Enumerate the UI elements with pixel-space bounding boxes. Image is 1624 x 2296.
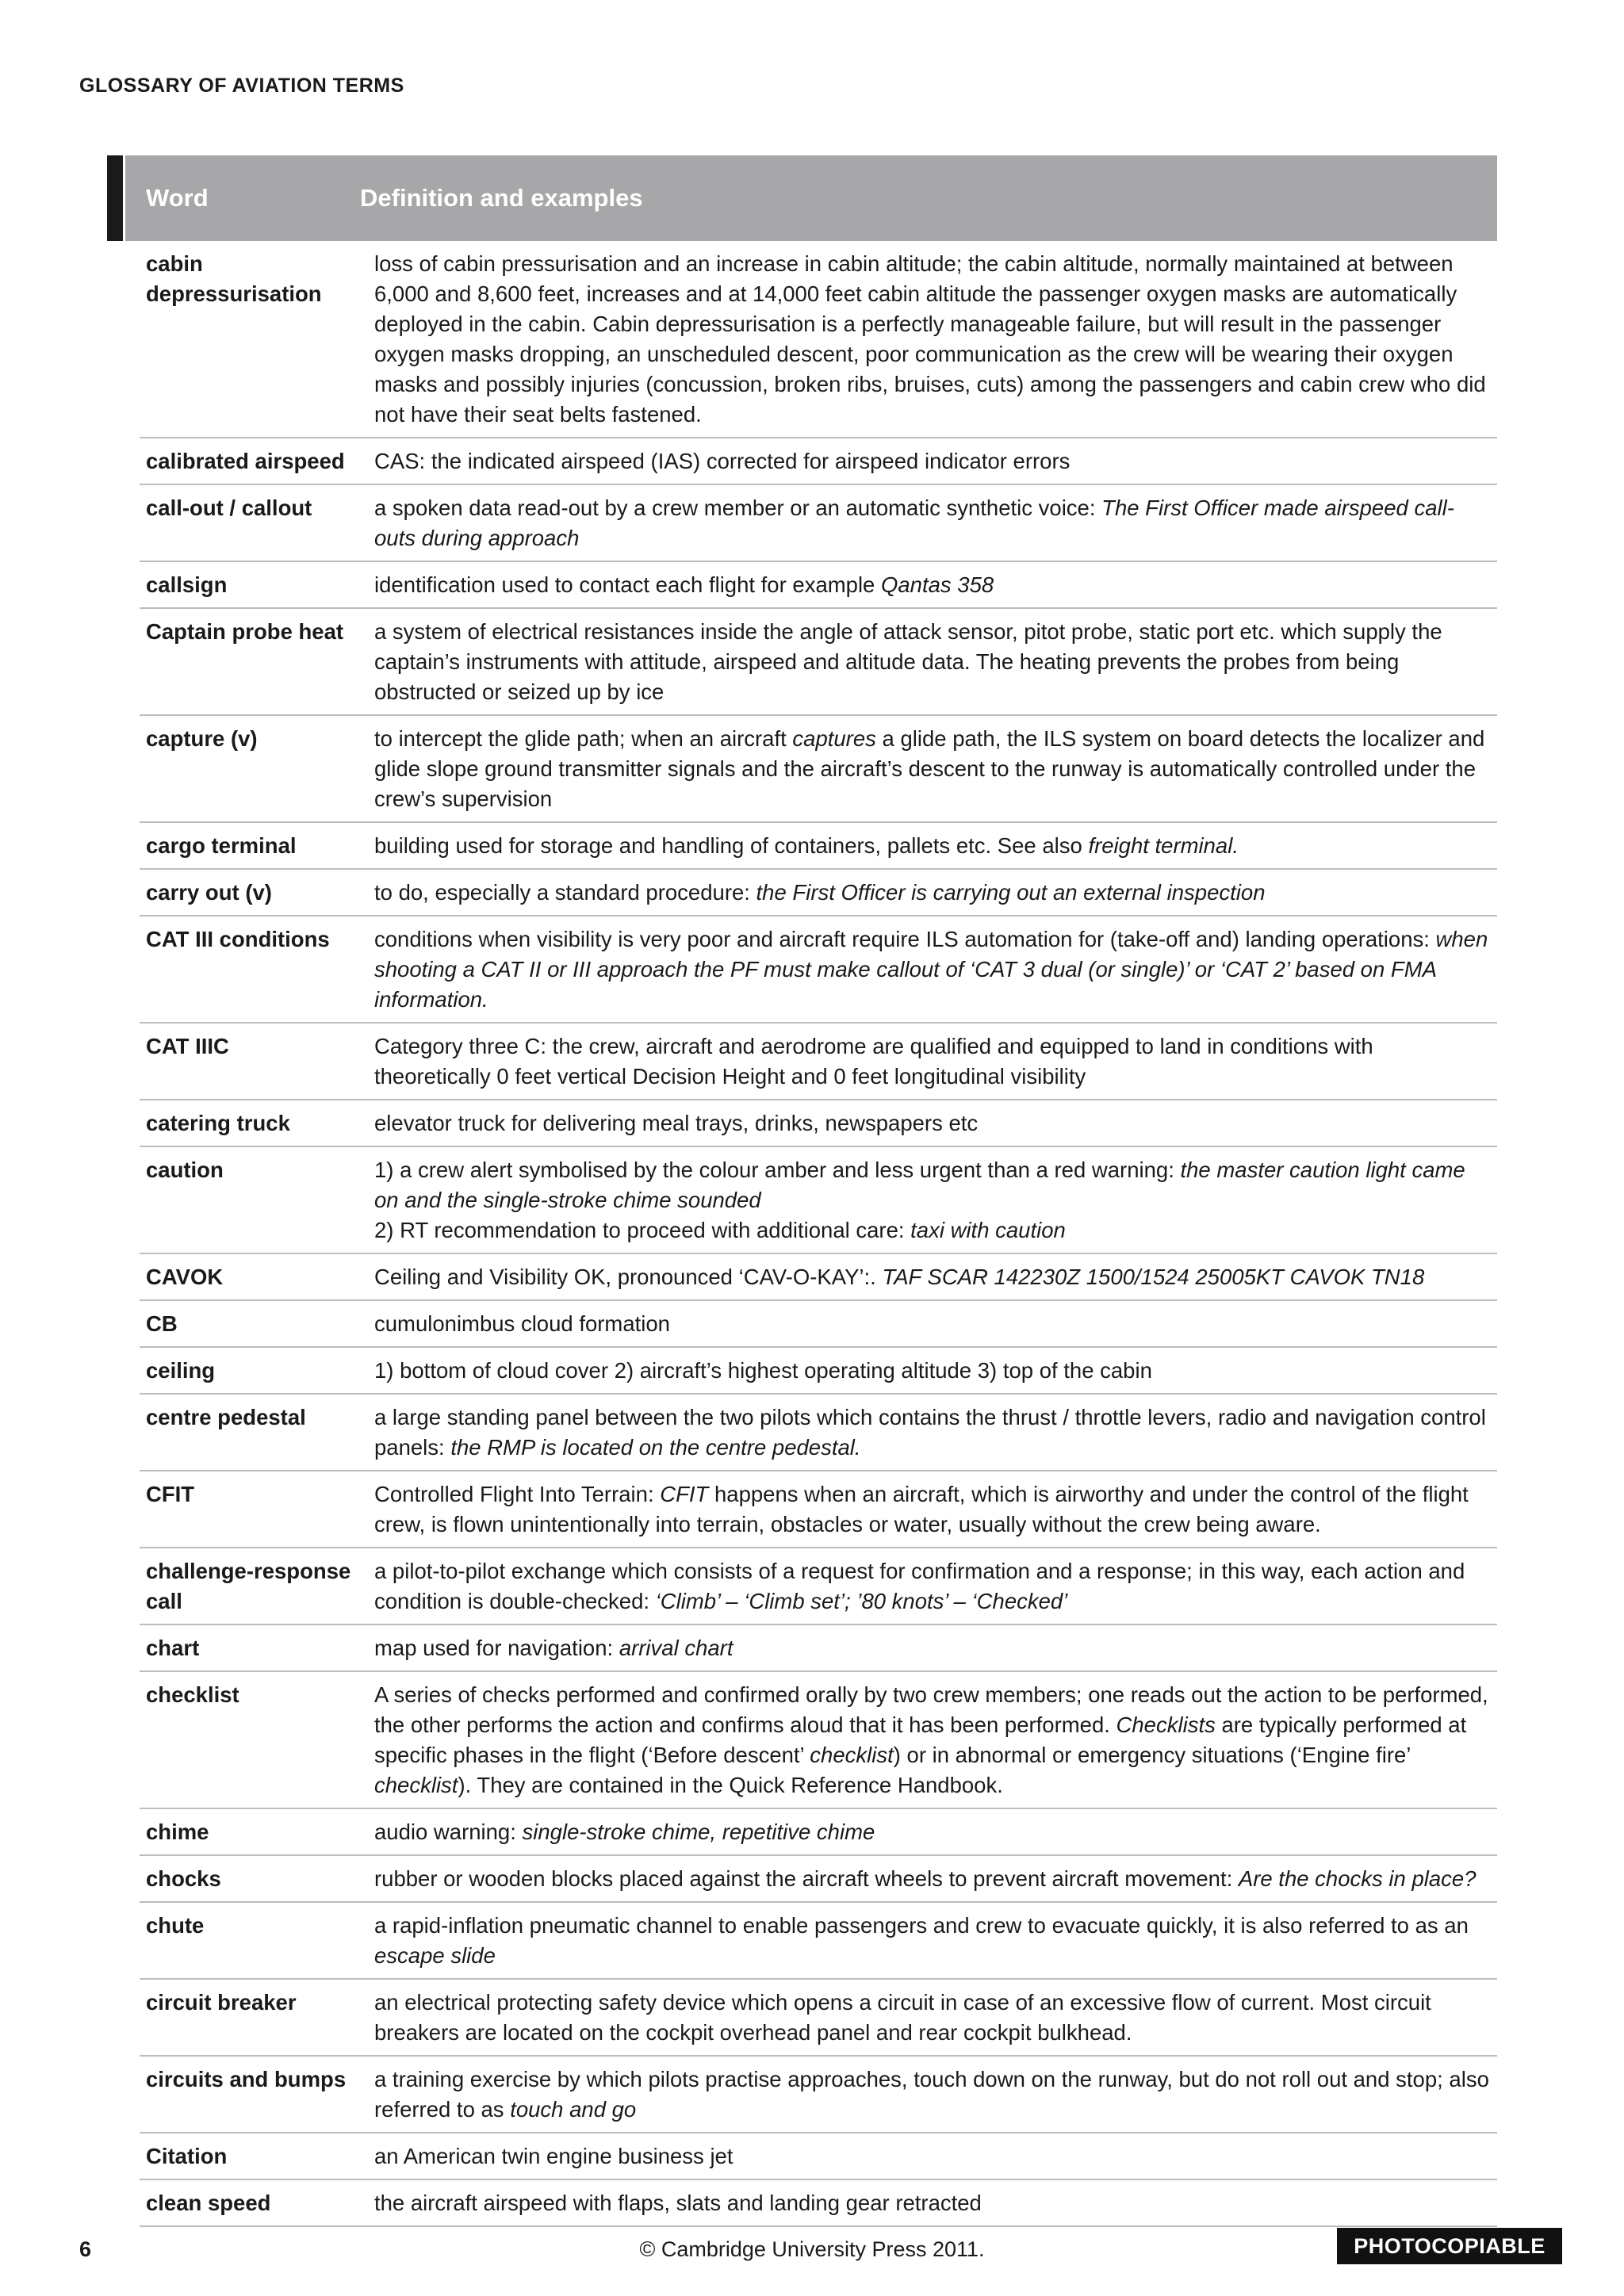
definition-example: Checklists [1116,1712,1216,1737]
glossary-definition [374,446,1497,476]
table-row [140,1903,1497,1980]
definition-example: taxi with caution [910,1218,1066,1242]
glossary-definition [374,1680,1497,1800]
glossary-definition [374,1556,1497,1617]
definition-text: happens when an aircraft, which is airworthy and under the control of the flight crew, is flown unintentionally into terrain, obstacles or water, usually without the crew being aware. [374,1482,1469,1536]
table-row [140,1147,1497,1254]
definition-text: map used for navigation: [374,1636,619,1660]
glossary-definition [374,878,1497,908]
definition-text: are typically performed at specific phases in the flight (‘Before descent’ [374,1712,1467,1767]
definition-example: the First Officer is carrying out an external inspection [756,880,1266,905]
table-row [140,1254,1497,1301]
page-title: GLOSSARY OF AVIATION TERMS [79,75,404,97]
table-row [140,1980,1497,2057]
table-row [140,2057,1497,2133]
definition-text: 2) RT recommendation to proceed with additional care: [374,1218,911,1242]
definition-text: 1) a crew alert symbolised by the colour amber and less urgent than a red warning: [374,1158,1181,1182]
definition-example: ‘Climb’ – ‘Climb set’; ’80 knots’ – ‘Checked’ [655,1589,1068,1613]
glossary-term: chocks [146,1866,221,1891]
glossary-term: capture (v) [146,726,258,751]
definition-example: escape slide [374,1943,496,1968]
table-row [140,1809,1497,1856]
glossary-definition [374,1031,1497,1092]
definition-text: identification used to contact each flight for example [374,572,881,597]
definition-text: rubber or wooden blocks placed against the aircraft wheels to prevent aircraft movement: [374,1866,1239,1891]
table-row [140,1395,1497,1471]
glossary-term: CB [146,1311,178,1336]
page-number: 6 [79,2237,92,2261]
definition-example: Are the chocks in place? [1238,1866,1477,1891]
table-row [140,438,1497,485]
glossary-definition [374,1633,1497,1663]
glossary-term: chart [146,1636,200,1660]
glossary-term: Captain probe heat [146,619,344,644]
glossary-term: cargo terminal [146,833,297,858]
definition-text: elevator truck for delivering meal trays, drinks, newspapers etc [374,1111,979,1135]
definition-text: cumulonimbus cloud formation [374,1311,670,1336]
table-row [140,485,1497,562]
definition-text: an electrical protecting safety device which opens a circuit in case of an excessive flow of current. Most circuit breakers are located on the cockpit overhead panel and rear cockpit bulkhead. [374,1990,1431,2045]
glossary-term: calibrated airspeed [146,449,345,473]
table-body [140,241,1497,2227]
table-row [140,1301,1497,1348]
table-row [140,1856,1497,1903]
table-row [140,241,1497,438]
glossary-definition [374,924,1497,1015]
glossary-definition [374,1479,1497,1540]
definition-example: single-stroke chime, repetitive chime [522,1820,875,1844]
glossary-definition [374,1402,1497,1463]
definition-example: Qantas 358 [881,572,994,597]
definition-example: freight terminal. [1088,833,1239,858]
table-row [140,870,1497,916]
definition-text: Category three C: the crew, aircraft and aerodrome are qualified and equipped to land in conditions with theoretically 0 feet vertical Decision Height and 0 feet longitudinal visibility [374,1034,1373,1089]
copyright-notice: © Cambridge University Press 2011. [639,2237,985,2261]
glossary-definition [374,1817,1497,1847]
definition-text: an American twin engine business jet [374,2144,733,2168]
glossary-term: circuit breaker [146,1990,297,2015]
glossary-table [125,155,1497,2227]
glossary-definition [374,2141,1497,2172]
definition-text: a spoken data read-out by a crew member or an automatic synthetic voice: [374,496,1102,520]
glossary-definition [374,570,1497,600]
glossary-definition [374,2064,1497,2125]
table-row [140,2133,1497,2180]
definition-example: the RMP is located on the centre pedestal. [450,1435,861,1460]
glossary-definition [374,249,1497,430]
table-row [140,823,1497,870]
glossary-definition [374,493,1497,553]
definition-text: Ceiling and Visibility OK, pronounced ‘CAV-O-KAY’:. [374,1265,883,1289]
glossary-definition [374,1864,1497,1894]
definition-example: touch and go [510,2097,637,2122]
definition-example: captures [792,726,876,751]
glossary-term: CAT III conditions [146,927,330,951]
definition-text: ). They are contained in the Quick Reference Handbook. [458,1773,1003,1797]
definition-text: CAS: the indicated airspeed (IAS) corrected for airspeed indicator errors [374,449,1071,473]
table-row [140,609,1497,716]
header-accent-bar [107,155,123,241]
table-row [140,1672,1497,1809]
table-row [140,562,1497,609]
glossary-term: caution [146,1158,224,1182]
table-row [140,1348,1497,1395]
glossary-definition [374,1155,1497,1246]
glossary-term: challenge-response call [146,1559,351,1613]
definition-text: loss of cabin pressurisation and an increase in cabin altitude; the cabin altitude, normally maintained at between 6,000 and 8,600 feet, increases and at 14,000 feet cabin altitude the passenger oxygen masks are automatically deployed in the cabin. Cabin depressurisation is a perfectly manageable failure, but will result in the passenger oxygen masks dropping, an unscheduled descent, poor communication as the crew will be wearing their oxygen masks and possibly injuries (concussion, broken ribs, bruises, cuts) among the passengers and cabin crew who did not have their seat belts fastened. [374,251,1486,427]
definition-text: a pilot-to-pilot exchange which consists of a request for confirmation and a response; in this way, each action and condition is double-checked: [374,1559,1465,1613]
definition-text: to intercept the glide path; when an aircraft [374,726,793,751]
glossary-term: CFIT [146,1482,195,1506]
table-header [125,155,1497,241]
table-row [140,916,1497,1024]
glossary-term: callsign [146,572,228,597]
glossary-definition [374,1262,1497,1292]
definition-text: 1) bottom of cloud cover 2) aircraft’s highest operating altitude 3) top of the cabin [374,1358,1152,1383]
glossary-term: CAT IIIC [146,1034,229,1058]
glossary-term: call-out / callout [146,496,312,520]
glossary-term: centre pedestal [146,1405,306,1429]
definition-example: TAF SCAR 142230Z 1500/1524 25005KT CAVOK TN18 [882,1265,1425,1289]
definition-example: CFIT [660,1482,709,1506]
definition-text: the aircraft airspeed with flaps, slats and landing gear retracted [374,2191,982,2215]
glossary-term: CAVOK [146,1265,224,1289]
column-header-word: Word [146,184,209,212]
definition-text: to do, especially a standard procedure: [374,880,756,905]
glossary-term: ceiling [146,1358,216,1383]
glossary-term: checklist [146,1682,239,1707]
glossary-definition [374,1911,1497,1971]
photocopiable-badge: PHOTOCOPIABLE [1337,2228,1562,2264]
definition-text: a glide path, the ILS system on board detects the localizer and glide slope ground transmitter signals and the aircraft’s descent to the runway is automatically controlled under the crew’s supervision [374,726,1485,811]
definition-example: the master caution light came on and the single-stroke chime sounded [374,1158,1465,1212]
definition-text: building used for storage and handling of containers, pallets etc. See also [374,833,1089,858]
glossary-term: carry out (v) [146,880,272,905]
glossary-term: clean speed [146,2191,271,2215]
definition-example: arrival chart [619,1636,733,1660]
glossary-term: circuits and bumps [146,2067,347,2091]
table-row [140,1024,1497,1100]
glossary-definition [374,1988,1497,2048]
table-row [140,1471,1497,1548]
definition-example: checklist [810,1743,894,1767]
glossary-definition [374,1108,1497,1138]
table-row [140,2180,1497,2227]
definition-text: audio warning: [374,1820,523,1844]
table-row [140,1625,1497,1672]
definition-text: a rapid-inflation pneumatic channel to enable passengers and crew to evacuate quickly, it is also referred to as an [374,1913,1469,1938]
glossary-term: cabin depressurisation [146,251,322,306]
definition-example: The First Officer made airspeed call-outs during approach [374,496,1454,550]
glossary-definition [374,1309,1497,1339]
glossary-definition [374,724,1497,814]
definition-text: ) or in abnormal or emergency situations (‘Engine fire’ [893,1743,1411,1767]
definition-example: checklist [374,1773,458,1797]
table-row [140,716,1497,823]
table-row [140,1548,1497,1625]
glossary-term: chute [146,1913,205,1938]
glossary-term: chime [146,1820,209,1844]
glossary-term: Citation [146,2144,228,2168]
definition-example: when shooting a CAT II or III approach the PF must make callout of ‘CAT 3 dual (or single)’ or ‘CAT 2’ based on FMA information. [374,927,1488,1012]
table-row [140,1100,1497,1147]
glossary-definition [374,2188,1497,2218]
glossary-definition [374,617,1497,707]
definition-text: conditions when visibility is very poor and aircraft require ILS automation for (take-off and) landing operations: [374,927,1436,951]
definition-text: a training exercise by which pilots practise approaches, touch down on the runway, but do not roll out and stop; also referred to as [374,2067,1489,2122]
definition-text: A series of checks performed and confirmed orally by two crew members; one reads out the action to be performed, the other performs the action and confirms aloud that it has been performed. [374,1682,1488,1737]
definition-text: a system of electrical resistances inside the angle of attack sensor, pitot probe, static port etc. which supply the captain’s instruments with attitude, airspeed and altitude data. The heating prevents the probes from being obstructed or seized up by ice [374,619,1442,704]
glossary-definition [374,831,1497,861]
column-header-definition: Definition and examples [360,184,643,212]
glossary-definition [374,1356,1497,1386]
definition-text: Controlled Flight Into Terrain: [374,1482,661,1506]
glossary-term: catering truck [146,1111,290,1135]
definition-text: a large standing panel between the two pilots which contains the thrust / throttle levers, radio and navigation control panels: [374,1405,1486,1460]
